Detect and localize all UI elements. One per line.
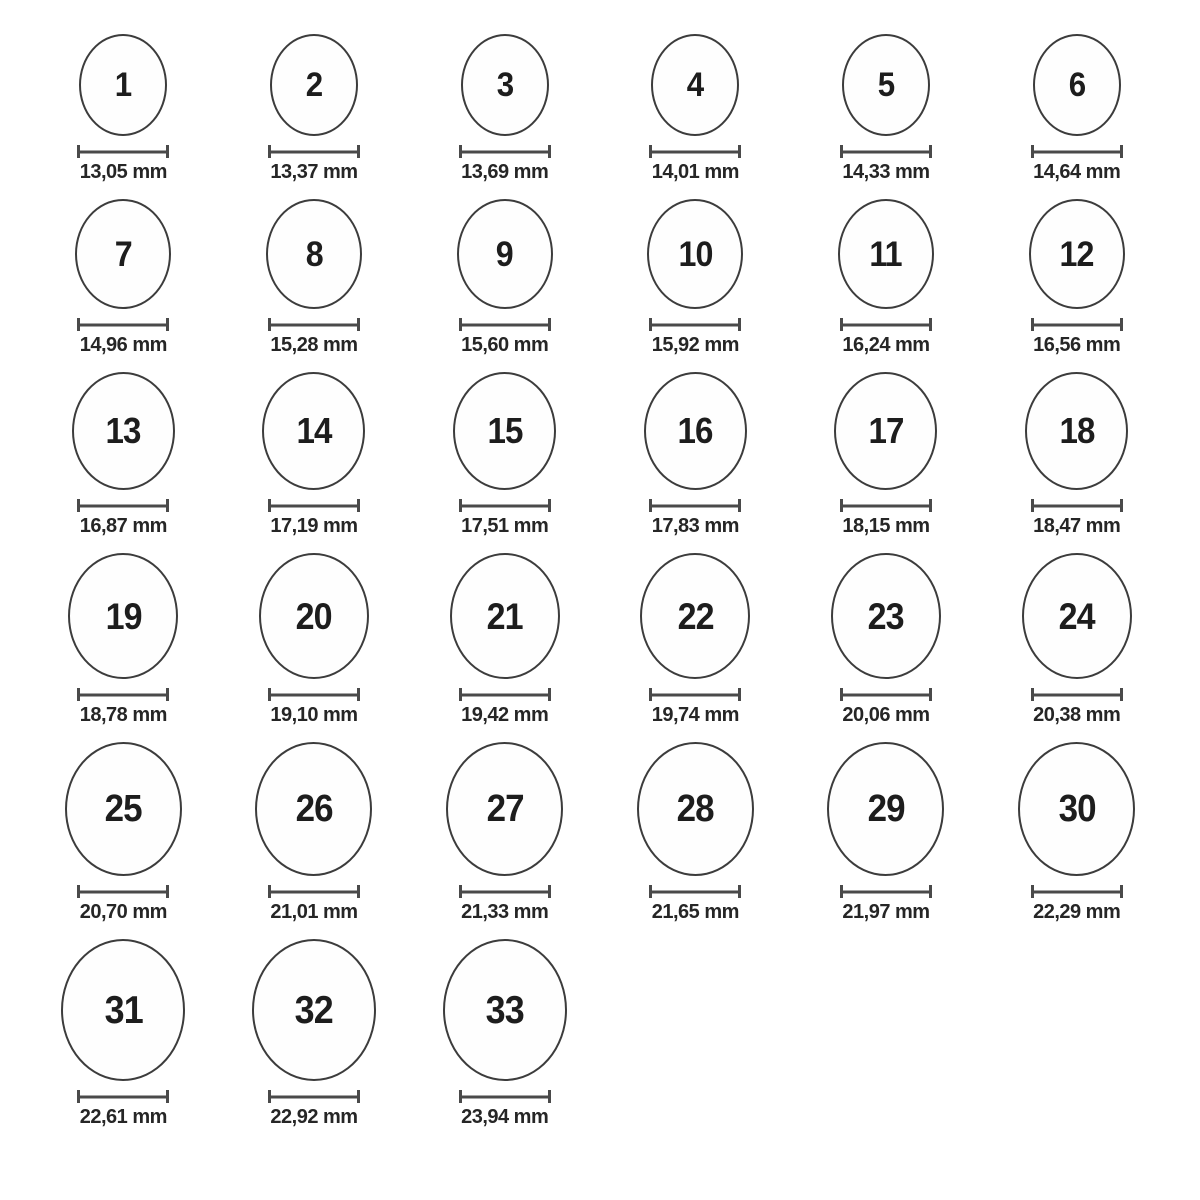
measure-tick-right <box>738 688 741 701</box>
ring-size-number: 18 <box>1059 410 1095 451</box>
diameter-measure-line <box>459 688 551 701</box>
diameter-label: 18,78 mm <box>79 704 167 726</box>
measure-tick-right <box>357 318 360 331</box>
diameter-label: 16,87 mm <box>79 515 167 537</box>
diameter-measure-line <box>268 688 360 701</box>
ring-size-number: 28 <box>676 788 714 830</box>
ring-circle <box>831 553 941 679</box>
ring-size-cell <box>409 742 600 939</box>
measure-tick-right <box>166 1090 169 1103</box>
diameter-label: 14,33 mm <box>842 161 930 183</box>
diameter-measure-line <box>268 499 360 512</box>
measure-bar <box>77 1095 169 1098</box>
diameter-measure-line <box>77 885 169 898</box>
diameter-label: 13,05 mm <box>79 161 167 183</box>
diameter-label: 15,92 mm <box>651 334 739 356</box>
ring-circle <box>443 939 567 1081</box>
diameter-label: 14,64 mm <box>1033 161 1121 183</box>
ring-size-cell <box>981 34 1172 199</box>
ring-circle <box>255 742 372 876</box>
ring-size-number: 27 <box>486 788 524 830</box>
ring-size-number: 12 <box>1059 234 1094 274</box>
diameter-label: 18,15 mm <box>842 515 930 537</box>
diameter-measure-line <box>459 145 551 158</box>
measure-bar <box>77 323 169 326</box>
ring-size-cell <box>28 34 219 199</box>
ring-size-cell <box>409 199 600 372</box>
measure-tick-right <box>929 499 932 512</box>
diameter-measure-line <box>840 688 932 701</box>
measure-bar <box>1031 693 1123 696</box>
ring-size-number: 23 <box>867 595 904 637</box>
diameter-measure-line <box>649 688 741 701</box>
ring-size-cell <box>791 553 982 742</box>
ring-circle <box>75 199 171 309</box>
ring-circle <box>262 372 365 490</box>
diameter-measure-line <box>1031 885 1123 898</box>
measure-bar <box>459 693 551 696</box>
measure-bar <box>649 693 741 696</box>
measure-bar <box>1031 890 1123 893</box>
ring-circle <box>827 742 944 876</box>
measure-bar <box>649 504 741 507</box>
ring-size-cell <box>600 199 791 372</box>
ring-size-number: 9 <box>496 234 514 274</box>
measure-tick-right <box>166 885 169 898</box>
diameter-measure-line <box>77 688 169 701</box>
diameter-label: 20,38 mm <box>1033 704 1121 726</box>
diameter-label: 21,33 mm <box>461 901 549 923</box>
diameter-label: 21,01 mm <box>270 901 358 923</box>
measure-tick-right <box>1120 688 1123 701</box>
ring-size-number: 3 <box>496 66 513 104</box>
ring-size-number: 32 <box>294 988 334 1032</box>
ring-size-cell <box>409 34 600 199</box>
diameter-label: 21,65 mm <box>651 901 739 923</box>
measure-bar <box>268 890 360 893</box>
measure-bar <box>459 323 551 326</box>
measure-bar <box>1031 150 1123 153</box>
ring-size-number: 26 <box>295 788 333 830</box>
measure-tick-right <box>357 885 360 898</box>
ring-size-number: 19 <box>105 595 142 637</box>
measure-tick-right <box>738 499 741 512</box>
ring-size-number: 10 <box>678 234 713 274</box>
measure-tick-right <box>738 318 741 331</box>
ring-circle <box>1018 742 1135 876</box>
diameter-measure-line <box>77 318 169 331</box>
diameter-label: 23,94 mm <box>461 1106 549 1128</box>
measure-tick-right <box>357 688 360 701</box>
measure-tick-right <box>1120 318 1123 331</box>
ring-circle <box>68 553 178 679</box>
diameter-measure-line <box>840 145 932 158</box>
diameter-label: 16,24 mm <box>842 334 930 356</box>
ring-size-number: 6 <box>1068 66 1085 104</box>
measure-bar <box>268 1095 360 1098</box>
ring-size-cell <box>981 553 1172 742</box>
measure-tick-right <box>929 688 932 701</box>
measure-tick-right <box>548 499 551 512</box>
measure-bar <box>459 504 551 507</box>
measure-tick-right <box>548 885 551 898</box>
ring-size-cell <box>600 553 791 742</box>
ring-size-cell <box>28 372 219 553</box>
ring-circle <box>446 742 563 876</box>
diameter-measure-line <box>1031 318 1123 331</box>
ring-size-number: 13 <box>105 410 141 451</box>
ring-size-cell <box>219 34 410 199</box>
ring-circle <box>651 34 739 136</box>
diameter-measure-line <box>1031 499 1123 512</box>
measure-bar <box>77 504 169 507</box>
measure-tick-right <box>548 1090 551 1103</box>
ring-size-cell <box>981 742 1172 939</box>
ring-size-number: 2 <box>305 66 323 104</box>
ring-size-number: 30 <box>1058 788 1096 830</box>
measure-tick-right <box>929 145 932 158</box>
ring-size-cell <box>600 742 791 939</box>
ring-size-number: 4 <box>687 66 704 104</box>
diameter-measure-line <box>459 1090 551 1103</box>
ring-size-number: 33 <box>485 988 524 1032</box>
ring-circle <box>838 199 934 309</box>
measure-tick-right <box>738 145 741 158</box>
diameter-measure-line <box>77 145 169 158</box>
ring-size-cell <box>791 199 982 372</box>
ring-size-cell <box>28 939 219 1144</box>
diameter-label: 17,19 mm <box>270 515 358 537</box>
ring-circle <box>450 553 560 679</box>
ring-size-cell <box>28 199 219 372</box>
diameter-label: 14,01 mm <box>651 161 739 183</box>
diameter-label: 20,06 mm <box>842 704 930 726</box>
ring-size-cell <box>409 553 600 742</box>
diameter-label: 13,69 mm <box>461 161 549 183</box>
measure-tick-right <box>1120 885 1123 898</box>
measure-bar <box>840 150 932 153</box>
ring-circle <box>1029 199 1125 309</box>
measure-tick-right <box>166 145 169 158</box>
ring-size-cell <box>28 553 219 742</box>
ring-circle <box>1033 34 1121 136</box>
ring-circle <box>61 939 185 1081</box>
ring-circle <box>834 372 937 490</box>
measure-bar <box>459 150 551 153</box>
ring-circle <box>644 372 747 490</box>
diameter-label: 22,61 mm <box>79 1106 167 1128</box>
ring-size-number: 7 <box>114 234 132 274</box>
ring-size-number: 8 <box>305 234 323 274</box>
ring-circle <box>65 742 182 876</box>
diameter-label: 20,70 mm <box>79 901 167 923</box>
ring-size-number: 24 <box>1058 595 1095 637</box>
diameter-measure-line <box>268 145 360 158</box>
measure-bar <box>1031 323 1123 326</box>
ring-circle <box>72 372 175 490</box>
ring-size-cell <box>600 372 791 553</box>
ring-size-number: 5 <box>877 66 895 104</box>
measure-tick-right <box>548 688 551 701</box>
ring-circle <box>637 742 754 876</box>
diameter-measure-line <box>840 499 932 512</box>
ring-size-cell <box>791 34 982 199</box>
ring-size-number: 31 <box>104 988 143 1032</box>
diameter-measure-line <box>459 318 551 331</box>
measure-tick-right <box>548 145 551 158</box>
measure-tick-right <box>357 145 360 158</box>
ring-size-cell <box>981 372 1172 553</box>
measure-bar <box>840 890 932 893</box>
diameter-label: 17,83 mm <box>651 515 739 537</box>
ring-circle <box>453 372 556 490</box>
ring-circle <box>266 199 362 309</box>
ring-circle <box>842 34 930 136</box>
ring-size-cell <box>219 372 410 553</box>
measure-bar <box>649 323 741 326</box>
ring-circle <box>79 34 167 136</box>
ring-size-number: 20 <box>295 595 332 637</box>
measure-tick-right <box>548 318 551 331</box>
diameter-label: 16,56 mm <box>1033 334 1121 356</box>
measure-bar <box>268 693 360 696</box>
measure-bar <box>840 323 932 326</box>
ring-size-cell <box>219 553 410 742</box>
measure-bar <box>459 890 551 893</box>
ring-circle <box>270 34 358 136</box>
ring-size-number: 1 <box>115 66 132 104</box>
diameter-measure-line <box>77 1090 169 1103</box>
ring-size-cell <box>981 199 1172 372</box>
measure-bar <box>77 150 169 153</box>
measure-tick-right <box>166 318 169 331</box>
diameter-measure-line <box>77 499 169 512</box>
diameter-measure-line <box>840 885 932 898</box>
ring-size-cell <box>28 742 219 939</box>
measure-bar <box>649 150 741 153</box>
measure-bar <box>268 323 360 326</box>
ring-circle <box>252 939 376 1081</box>
measure-tick-right <box>1120 499 1123 512</box>
measure-tick-right <box>929 885 932 898</box>
measure-tick-right <box>1120 145 1123 158</box>
diameter-label: 18,47 mm <box>1033 515 1121 537</box>
diameter-measure-line <box>649 885 741 898</box>
diameter-measure-line <box>268 318 360 331</box>
measure-bar <box>268 150 360 153</box>
ring-size-number: 29 <box>867 788 905 830</box>
measure-bar <box>1031 504 1123 507</box>
diameter-label: 22,29 mm <box>1033 901 1121 923</box>
ring-size-cell <box>791 372 982 553</box>
diameter-label: 19,42 mm <box>461 704 549 726</box>
ring-circle <box>461 34 549 136</box>
diameter-measure-line <box>840 318 932 331</box>
diameter-measure-line <box>1031 145 1123 158</box>
diameter-measure-line <box>459 499 551 512</box>
measure-bar <box>649 890 741 893</box>
diameter-label: 17,51 mm <box>461 515 549 537</box>
diameter-label: 14,96 mm <box>79 334 167 356</box>
ring-size-number: 22 <box>677 595 714 637</box>
ring-size-number: 25 <box>104 788 142 830</box>
ring-circle <box>259 553 369 679</box>
ring-size-cell <box>219 199 410 372</box>
measure-tick-right <box>357 1090 360 1103</box>
diameter-label: 19,74 mm <box>651 704 739 726</box>
ring-size-cell <box>219 939 410 1144</box>
diameter-measure-line <box>268 1090 360 1103</box>
ring-size-cell <box>409 939 600 1144</box>
diameter-label: 21,97 mm <box>842 901 930 923</box>
measure-tick-right <box>166 688 169 701</box>
diameter-measure-line <box>649 145 741 158</box>
measure-tick-right <box>738 885 741 898</box>
measure-tick-right <box>929 318 932 331</box>
diameter-measure-line <box>1031 688 1123 701</box>
diameter-measure-line <box>649 499 741 512</box>
ring-size-number: 17 <box>868 410 904 451</box>
diameter-measure-line <box>268 885 360 898</box>
ring-circle <box>457 199 553 309</box>
measure-bar <box>77 693 169 696</box>
ring-size-number: 15 <box>487 410 523 451</box>
ring-size-cell <box>409 372 600 553</box>
ring-size-cell <box>219 742 410 939</box>
measure-tick-right <box>166 499 169 512</box>
ring-circle <box>1022 553 1132 679</box>
diameter-measure-line <box>459 885 551 898</box>
ring-size-number: 16 <box>677 410 713 451</box>
diameter-measure-line <box>649 318 741 331</box>
diameter-label: 15,28 mm <box>270 334 358 356</box>
ring-circle <box>1025 372 1128 490</box>
measure-bar <box>459 1095 551 1098</box>
ring-size-number: 11 <box>869 234 903 274</box>
measure-bar <box>77 890 169 893</box>
diameter-label: 19,10 mm <box>270 704 358 726</box>
ring-circle <box>640 553 750 679</box>
diameter-label: 22,92 mm <box>270 1106 358 1128</box>
ring-size-cell <box>791 742 982 939</box>
diameter-label: 15,60 mm <box>461 334 549 356</box>
ring-size-number: 21 <box>486 595 523 637</box>
measure-bar <box>840 504 932 507</box>
measure-tick-right <box>357 499 360 512</box>
measure-bar <box>268 504 360 507</box>
measure-bar <box>840 693 932 696</box>
ring-circle <box>647 199 743 309</box>
ring-size-cell <box>600 34 791 199</box>
ring-size-number: 14 <box>296 410 332 451</box>
diameter-label: 13,37 mm <box>270 161 358 183</box>
